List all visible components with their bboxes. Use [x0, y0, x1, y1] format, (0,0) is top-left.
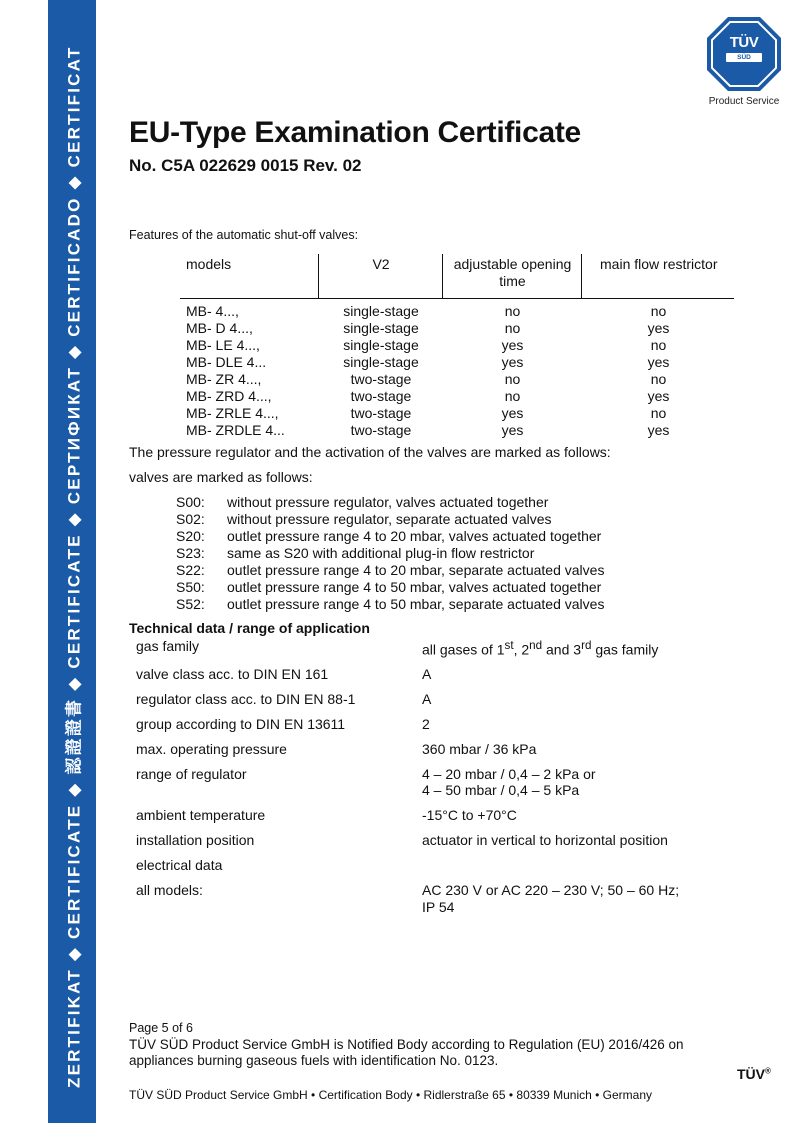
table-cell: MB- ZRLE 4..., [186, 405, 279, 421]
table-cell: MB- ZRDLE 4... [186, 422, 285, 438]
tech-label: ambient temperature [136, 807, 266, 823]
table-cell: single-stage [343, 337, 419, 353]
marking-code: S50: [176, 579, 205, 595]
table-cell: yes [501, 405, 524, 421]
table-row [180, 405, 734, 422]
table-cell: MB- ZRD 4..., [186, 388, 272, 404]
table-row [180, 320, 734, 337]
sidebar-label: ZERTIFIKAT ◆ CERTIFICATE ◆ 認證證書 ◆ CERTIFICATE ◆ СЕРТИФИКАТ ◆ CERTIFICADO ◆ CERTIFICAT [64, 45, 84, 1088]
table-cell: no [650, 337, 667, 353]
tech-label: valve class acc. to DIN EN 161 [136, 666, 329, 682]
logo-text: TÜV [729, 34, 759, 51]
marking-code: S52: [176, 596, 205, 612]
tech-label: all models: [136, 882, 203, 898]
table-cell: yes [501, 337, 524, 353]
tuv-mark: TÜV® [737, 1066, 771, 1082]
table-cell: MB- ZR 4..., [186, 371, 262, 387]
table-cell: no [650, 303, 667, 319]
footer-address: TÜV SÜD Product Service GmbH • Certification Body • Ridlerstraße 65 • 80339 Munich • Germany [129, 1088, 652, 1102]
table-row [180, 337, 734, 354]
tech-label: max. operating pressure [136, 741, 287, 757]
tech-value-gas-family: all gases of 1st, 2nd and 3rd gas family [422, 639, 659, 658]
table-row [180, 422, 734, 439]
marking-code: S22: [176, 562, 205, 578]
notified-body-notice: appliances burning gaseous fuels with identification No. 0123. [129, 1053, 499, 1068]
table-cell: no [650, 405, 667, 421]
column-header: V2 [318, 254, 442, 299]
certificate-sidebar [48, 0, 96, 1123]
table-cell: single-stage [343, 354, 419, 370]
tech-value: A [422, 666, 432, 682]
table-cell: yes [647, 422, 670, 438]
marking-desc: same as S20 with additional plug-in flow restrictor [227, 545, 535, 561]
features-intro: Features of the automatic shut-off valves: [129, 228, 359, 242]
notified-body-notice: TÜV SÜD Product Service GmbH is Notified Body according to Regulation (EU) 2016/426 on [129, 1037, 684, 1052]
marking-desc: outlet pressure range 4 to 20 mbar, valves actuated together [227, 528, 602, 544]
table-cell: yes [647, 354, 670, 370]
tech-value: IP 54 [422, 899, 455, 915]
table-cell: yes [501, 354, 524, 370]
table-cell: two-stage [350, 371, 412, 387]
table-cell: MB- DLE 4... [186, 354, 267, 370]
logo-caption: Product Service [708, 96, 780, 107]
table-cell: MB- D 4..., [186, 320, 253, 336]
table-cell: yes [501, 422, 524, 438]
table-cell: two-stage [350, 388, 412, 404]
table-row [180, 371, 734, 388]
tech-value: 4 – 20 mbar / 0,4 – 2 kPa or [422, 766, 596, 782]
table-cell: MB- 4..., [186, 303, 239, 319]
column-header: models [180, 254, 318, 299]
table-cell: single-stage [343, 303, 419, 319]
page-title: EU-Type Examination Certificate [129, 116, 581, 149]
marking-desc: outlet pressure range 4 to 50 mbar, separate actuated valves [227, 596, 605, 612]
marking-line-1: The pressure regulator and the activation of the valves are marked as follows: [129, 444, 611, 460]
tech-value: actuator in vertical to horizontal position [422, 832, 668, 848]
certificate-number: No. C5A 022629 0015 Rev. 02 [129, 156, 362, 175]
table-cell: no [650, 371, 667, 387]
column-header: adjustable opening time [442, 254, 581, 299]
table-row [180, 299, 734, 321]
table-header-row [180, 254, 734, 299]
marking-code: S23: [176, 545, 205, 561]
tech-label: group according to DIN EN 13611 [136, 716, 346, 732]
tech-label: regulator class acc. to DIN EN 88-1 [136, 691, 356, 707]
table-cell: single-stage [343, 320, 419, 336]
table-cell: no [504, 388, 521, 404]
table-row [180, 388, 734, 405]
table-row [180, 354, 734, 371]
marking-line-2: valves are marked as follows: [129, 469, 313, 485]
logo-sub: SÜD [737, 54, 751, 61]
marking-desc: outlet pressure range 4 to 20 mbar, separate actuated valves [227, 562, 605, 578]
table-cell: two-stage [350, 422, 412, 438]
tech-value: 360 mbar / 36 kPa [422, 741, 537, 757]
features-table [180, 254, 734, 439]
tech-label: electrical data [136, 857, 223, 873]
tech-value: -15°C to +70°C [422, 807, 517, 823]
table-cell: no [504, 303, 521, 319]
table-cell: MB- LE 4..., [186, 337, 260, 353]
marking-desc: outlet pressure range 4 to 50 mbar, valves actuated together [227, 579, 602, 595]
marking-desc: without pressure regulator, separate actuated valves [227, 511, 552, 527]
table-cell: no [504, 320, 521, 336]
tech-label: range of regulator [136, 766, 247, 782]
marking-code: S02: [176, 511, 205, 527]
page-number: Page 5 of 6 [129, 1021, 193, 1035]
tech-label: gas family [136, 638, 200, 654]
tuv-sud-logo [706, 16, 782, 112]
technical-title: Technical data / range of application [129, 620, 370, 636]
marking-desc: without pressure regulator, valves actuated together [227, 494, 549, 510]
table-cell: two-stage [350, 405, 412, 421]
tech-value: 2 [422, 716, 430, 732]
table-cell: yes [647, 388, 670, 404]
tech-label: installation position [136, 832, 255, 848]
table-cell: no [504, 371, 521, 387]
tech-value: AC 230 V or AC 220 – 230 V; 50 – 60 Hz; [422, 882, 680, 898]
column-header: main flow restrictor [581, 254, 734, 299]
marking-code: S20: [176, 528, 205, 544]
table-cell: yes [647, 320, 670, 336]
marking-code: S00: [176, 494, 205, 510]
tech-value: A [422, 691, 432, 707]
tech-value: 4 – 50 mbar / 0,4 – 5 kPa [422, 782, 580, 798]
